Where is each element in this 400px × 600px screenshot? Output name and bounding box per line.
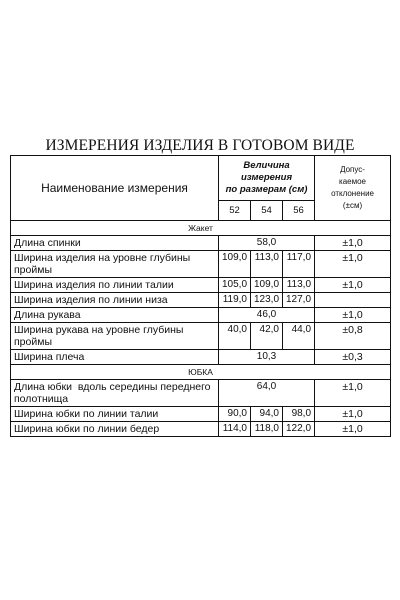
- table-row: [11, 251, 391, 278]
- measurement-name: Ширина изделия по линии низа: [11, 293, 219, 308]
- size-54: 54: [251, 201, 283, 221]
- measurement-name: Ширина плеча: [11, 350, 219, 365]
- tolerance-value: [315, 293, 391, 308]
- table-row: [11, 422, 391, 437]
- measurement-name: Ширина изделия на уровне глубины проймы: [11, 251, 219, 278]
- tolerance-header-line2: каемое: [339, 177, 367, 186]
- tolerance-header-line1: Допус-: [340, 165, 365, 174]
- tolerance-value: ±1,0: [315, 407, 391, 422]
- size-value: 109,0: [251, 278, 283, 293]
- tolerance-value: ±0,8: [315, 323, 391, 350]
- size-value: 118,0: [251, 422, 283, 437]
- tolerance-value: ±1,0: [315, 308, 391, 323]
- table-body: [11, 156, 391, 437]
- measurement-name: Ширина рукава на уровне глубины проймы: [11, 323, 219, 350]
- table-row: [11, 293, 391, 308]
- size-value: 123,0: [251, 293, 283, 308]
- measurement-name: Ширина юбки по линии талии: [11, 407, 219, 422]
- merged-value: 10,3: [219, 350, 315, 365]
- sizes-header: [219, 156, 315, 201]
- table-row: [11, 380, 391, 407]
- tolerance-header-line4: (±см): [342, 201, 363, 210]
- header-row: [11, 156, 391, 201]
- size-value: 119,0: [219, 293, 251, 308]
- tolerance-value: ±0,3: [315, 350, 391, 365]
- merged-value: 46,0: [219, 308, 315, 323]
- size-value: 109,0: [219, 251, 251, 278]
- tolerance-value: ±1,0: [315, 278, 391, 293]
- sizes-header-line1: Величина измерения: [240, 160, 293, 183]
- tolerance-header: [315, 156, 391, 221]
- size-value: 44,0: [283, 323, 315, 350]
- size-56: 56: [283, 201, 315, 221]
- page-title: ИЗМЕРЕНИЯ ИЗДЕЛИЯ В ГОТОВОМ ВИДЕ: [45, 137, 355, 154]
- table-row: [11, 236, 391, 251]
- measurement-name: Ширина изделия по линии талии: [11, 278, 219, 293]
- size-value: 42,0: [251, 323, 283, 350]
- table-row: [11, 308, 391, 323]
- size-value: 113,0: [283, 278, 315, 293]
- measurement-name: Длина юбки вдоль середины переднего полотнища: [11, 380, 219, 407]
- tolerance-value: ±1,0: [315, 251, 391, 278]
- size-value: 127,0: [283, 293, 315, 308]
- name-column-header: Наименование измерения: [11, 156, 219, 221]
- section-label: Жакет: [11, 221, 391, 236]
- merged-value: 64,0: [219, 380, 315, 407]
- size-value: 105,0: [219, 278, 251, 293]
- measurements-table: [10, 155, 391, 437]
- size-value: 117,0: [283, 251, 315, 278]
- merged-value: 58,0: [219, 236, 315, 251]
- section-row: [11, 221, 391, 236]
- size-value: 114,0: [219, 422, 251, 437]
- size-value: 113,0: [251, 251, 283, 278]
- table-row: [11, 407, 391, 422]
- sizes-header-line2: по размерам (см): [225, 184, 308, 195]
- size-value: 90,0: [219, 407, 251, 422]
- tolerance-value: ±1,0: [315, 422, 391, 437]
- measurement-name: Ширина юбки по линии бедер: [11, 422, 219, 437]
- size-value: 98,0: [283, 407, 315, 422]
- table-row: [11, 278, 391, 293]
- section-label: ЮБКА: [11, 365, 391, 380]
- section-row: [11, 365, 391, 380]
- size-52: 52: [219, 201, 251, 221]
- tolerance-header-line3: отклонение: [331, 189, 374, 198]
- tolerance-value: ±1,0: [315, 236, 391, 251]
- size-value: 94,0: [251, 407, 283, 422]
- table-row: [11, 350, 391, 365]
- size-value: 122,0: [283, 422, 315, 437]
- size-value: 40,0: [219, 323, 251, 350]
- measurement-name: Длина спинки: [11, 236, 219, 251]
- measurement-name: Длина рукава: [11, 308, 219, 323]
- table-row: [11, 323, 391, 350]
- tolerance-value: ±1,0: [315, 380, 391, 407]
